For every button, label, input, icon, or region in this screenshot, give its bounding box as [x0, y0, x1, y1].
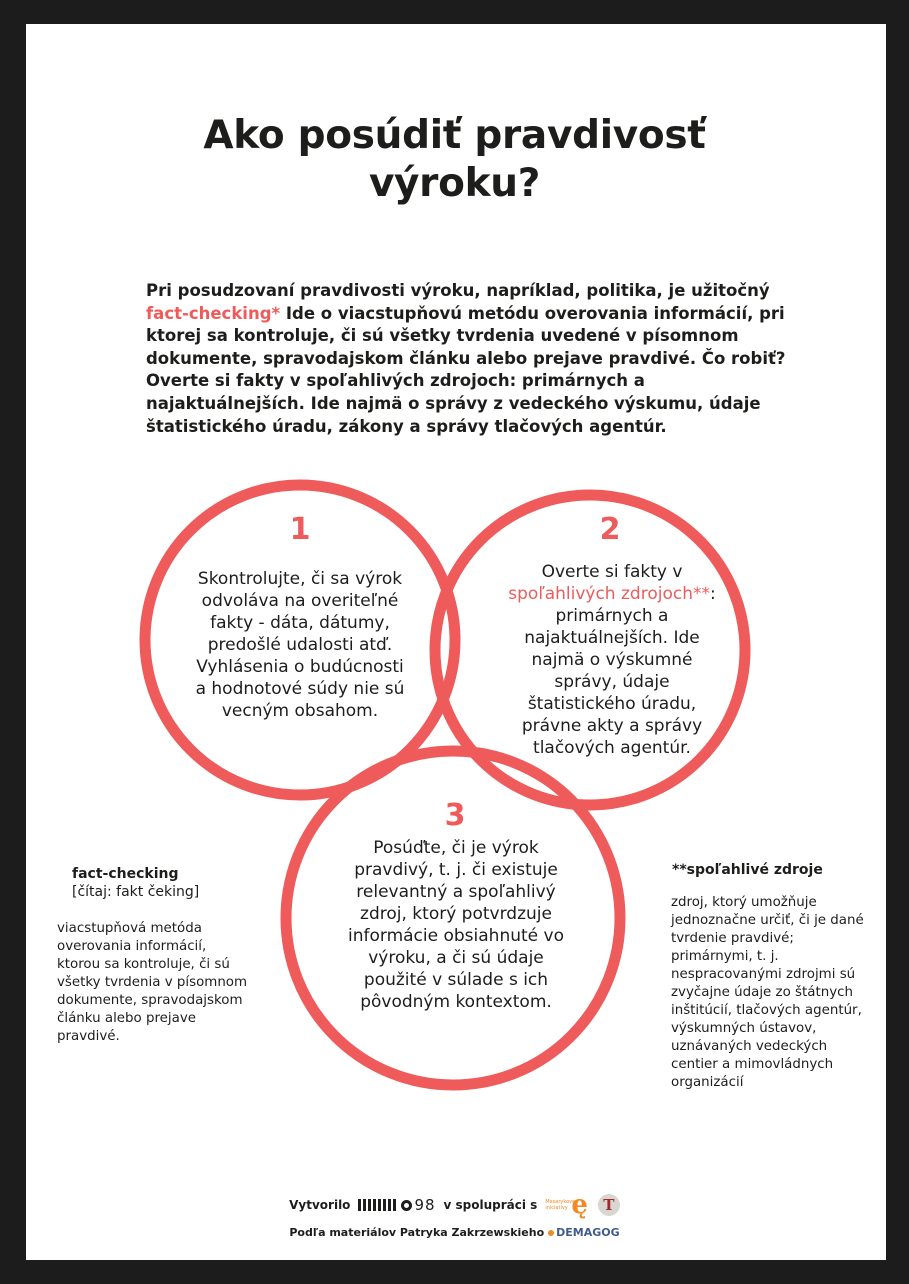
circle-2-number: 2: [599, 512, 621, 547]
intro-highlight: fact-checking*: [146, 303, 281, 323]
initiative-logo-glyph: ę: [571, 1190, 588, 1220]
circle-2-text-before: Overte si fakty v: [541, 562, 683, 582]
memo-logo-number: 98: [414, 1196, 436, 1214]
memo-bars-icon: [358, 1199, 396, 1211]
memo-dot-icon: [401, 1200, 412, 1211]
note-right-title: **spoľahlivé zdroje: [672, 862, 823, 878]
memo98-logo: [358, 1196, 435, 1214]
based-on-text: Podľa materiálov Patryka Zakrzewskieho: [289, 1226, 545, 1239]
title-line-1: Ako posúdiť pravdivosť: [203, 113, 706, 158]
note-left-title: fact-checking: [72, 866, 179, 882]
intro-text-2: Ide o viacstupňovú metódu overovania informácií, pri ktorej sa kontroluje, či sú všetky tvrdenia uvedené v písomnom dokumente, spravodajskom článku alebo prejave pravdivé. Čo robiť? Overte si fakty v spoľahlivých zdrojoch: primárnych a najaktuálnejších. Ide najmä o správy z vedeckého výskumu, údaje štatistického úradu, zákony a správy tlačových agentúr.: [146, 303, 786, 436]
initiative-logo: [545, 1190, 588, 1220]
t-logo: T: [598, 1194, 620, 1216]
circle-1-text: Skontrolujte, či sa výrok odvoláva na overiteľné fakty - dáta, dátumy, predošlé udalosti atď. Vyhlásenia o budúcnosti a hodnotové súdy nie sú vecným obsahom.: [195, 569, 405, 721]
circle-3-text: Posúďte, či je výrok pravdivý, t. j. či existuje relevantný a spoľahlivý zdroj, ktorý potvrdzuje informácie obsiahnuté vo výroku, a či sú údaje použité v súlade s ich pôvodným kontextom.: [348, 838, 564, 1012]
intro-text-1: Pri posudzovaní pravdivosti výroku, napríklad, politika, je užitočný: [146, 281, 770, 300]
note-right-body: zdroj, ktorý umožňuje jednoznačne určiť, či je dané tvrdenie pravdivé; primárnymi, t. j. nespracovanými zdrojmi sú zvyčajne údaje zo štátnych inštitúcií, tlačových agentúr, výskumných ústavov, uznávaných vedeckých centier a mimovládnych organizácií: [671, 895, 864, 1090]
demagog-logo-text: DEMAGOG: [556, 1226, 620, 1239]
note-left-body: viacstupňová metóda overovania informácií, ktorou sa kontroluje, či sú všetky tvrdenia v písomnom dokumente, spravodajskom článku alebo prejave pravdivé.: [57, 921, 248, 1044]
demagog-dot-icon: [548, 1230, 554, 1236]
in-cooperation-label: v spolupráci s: [443, 1198, 538, 1212]
circle-1-number: 1: [289, 512, 311, 547]
footer-source: [0, 1226, 909, 1239]
initiative-logo-text: Masarykové iniciatívy: [545, 1199, 576, 1211]
created-by-label: Vytvorilo: [289, 1198, 351, 1212]
circle-2-text-after: : primárnych a najaktuálnejších. Ide najmä o výskumné správy, údaje štatistického úradu, právne akty a správy tlačových agentúr.: [521, 584, 716, 758]
circle-2-highlight: spoľahlivých zdrojoch**: [508, 584, 710, 604]
title-line-2: výroku?: [368, 161, 541, 206]
circle-2-text: [502, 561, 722, 759]
footer-credits: [0, 1190, 909, 1220]
demagog-logo: [548, 1226, 620, 1239]
note-left-subtitle: [čítaj: fakt čeking]: [72, 884, 200, 900]
circle-3-number: 3: [444, 798, 466, 833]
